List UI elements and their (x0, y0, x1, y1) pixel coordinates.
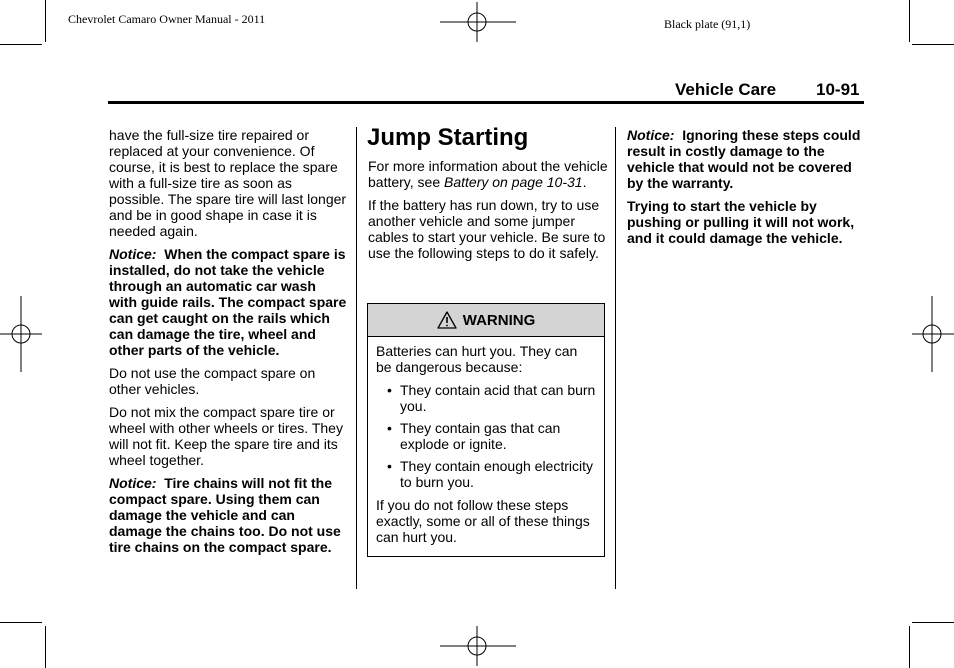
plate-label: Black plate (91,1) (664, 17, 751, 31)
document-title: Chevrolet Camaro Owner Manual - 2011 (68, 12, 266, 26)
paragraph: Do not use the compact spare on other vehicles. (109, 365, 316, 397)
warning-intro: Batteries can hurt you. They can be dangerous because: (376, 343, 578, 375)
paragraph: Do not mix the compact spare tire or wheel with other wheels or tires. They will not fit. Keep the spare tire and its wheel together. (109, 404, 343, 468)
warning-triangle-icon (437, 311, 457, 329)
registration-mark-left (0, 296, 42, 372)
notice-label: Notice: (109, 246, 157, 262)
notice-text: Ignoring these steps could result in costly damage to the vehicle that would not be covered by the warranty. (627, 127, 861, 191)
warning-outro: If you do not follow these steps exactly, some or all of these things can hurt you. (376, 497, 590, 545)
column-2 (368, 158, 608, 268)
section-title: Vehicle Care (675, 80, 777, 99)
cross-reference-link[interactable]: Battery on page 10-31 (444, 174, 583, 190)
list-item: • They contain gas that can explode or ignite. (376, 420, 596, 452)
header-rule (108, 101, 864, 104)
column-1 (109, 127, 347, 562)
registration-mark-right (912, 296, 954, 372)
notice (109, 246, 347, 358)
notice (627, 127, 862, 191)
column-divider (356, 127, 357, 589)
warning-list (376, 382, 596, 490)
registration-mark-bottom (440, 626, 516, 666)
warning-label: WARNING (462, 311, 536, 329)
warning-box (367, 303, 605, 557)
page-number: 10-91 (816, 80, 860, 99)
notice-text: When the compact spare is installed, do not take the vehicle through an automatic car wash with guide rails. The compact spare can get caught on the rails which can damage the tire, wheel and other parts of the vehicle. (109, 246, 347, 358)
list-item: • They contain enough electricity to burn you. (376, 458, 596, 490)
notice (109, 475, 347, 555)
paragraph-text: . (582, 174, 587, 190)
registration-mark-top (440, 2, 516, 42)
column-divider (615, 127, 616, 589)
notice-text: Tire chains will not fit the compact spare. Using them can damage the vehicle and can damage the chains too. Do not use tire chains on the compact spare. (109, 475, 341, 555)
paragraph: have the full-size tire repaired or replaced at your convenience. Of course, it is best to replace the spare with a full-size tire as soon as possible. The spare tire will last longer and be in good shape in case it is needed again. (109, 127, 347, 239)
paragraph: If the battery has run down, try to use another vehicle and some jumper cables to start your vehicle. Be sure to use the following steps to do it safely. (368, 197, 606, 261)
notice-label: Notice: (627, 127, 675, 143)
paragraph: Trying to start the vehicle by pushing or pulling it will not work, and it could damage the vehicle. (627, 198, 855, 246)
notice-label: Notice: (109, 475, 157, 491)
paragraph-text: For more information about the vehicle battery, see (368, 158, 608, 190)
list-item: • They contain acid that can burn you. (376, 382, 596, 414)
warning-header (368, 304, 604, 337)
column-3 (627, 127, 862, 253)
warning-body (368, 337, 604, 545)
paragraph (368, 158, 608, 190)
section-heading: Jump Starting (367, 124, 529, 151)
